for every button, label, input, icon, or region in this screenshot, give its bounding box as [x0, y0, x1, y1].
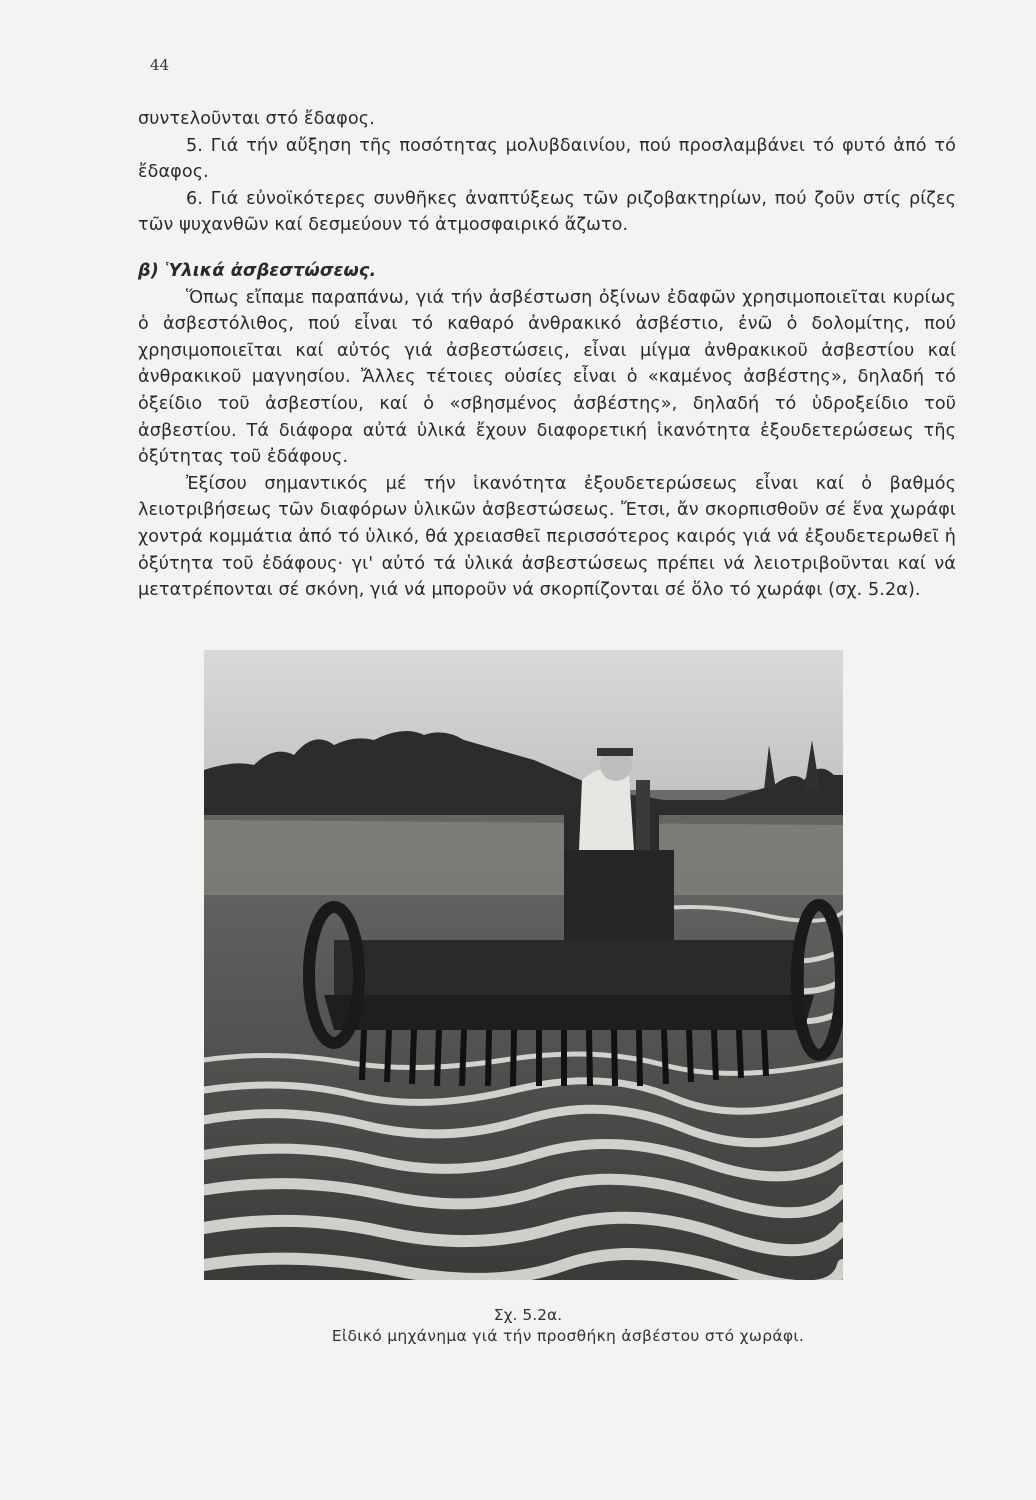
section-b: [138, 258, 956, 604]
list-item-5: 5. Γιά τήν αὔξηση τῆς ποσότητας μολυβδαινίου, πού προσλαμβάνει τό φυτό ἀπό τό ἔδαφος.: [138, 135, 956, 183]
figure-caption: Εἰδικό μηχάνημα γιά τήν προσθήκη ἀσβέστου στό χωράφι.: [331, 1327, 805, 1345]
section-heading: [138, 258, 956, 285]
lime-spreader-photo: [204, 650, 843, 1280]
paragraph-grinding: Ἐξίσου σημαντικός μέ τήν ἱκανότητα ἐξουδετερώσεως εἶναι καί ὁ βαθμός λειοτριβήσεως τῶν διαφόρων ὑλικῶν ἀσβεστώσεως. Ἔτσι, ἄν σκορπισθοῦν σέ ἕνα χωράφι χοντρά κομμάτια ἀπό τό ὑλικό, θά χρειασθεῖ περισσότερος καιρός γιά νά ἐξουδετερωθεῖ ἡ ὀξύτητα τοῦ ἐδάφους· γι' αὐτό τά ὑλικά ἀσβεστώσεως πρέπει νά λειοτριβοῦνται καί νά μετατρέπονται σέ σκόνη, γιά νά μποροῦν νά σκορπίζονται σέ ὅλο τό χωράφι (σχ. 5.2α).: [138, 473, 956, 601]
figure-photo: [204, 650, 843, 1280]
continuation-line: συντελοῦνται στό ἔδαφος.: [138, 109, 375, 129]
paragraph-lime-materials: Ὅπως εἴπαμε παραπάνω, γιά τήν ἀσβέστωση ὀξίνων ἐδαφῶν χρησιμοποιεῖται κυρίως ὁ ἀσβεστόλιθος, πού εἶναι τό καθαρό ἀνθρακικό ἀσβέστιο, ἐνῶ ὁ δολομίτης, πού χρησιμοποιεῖται καί αὐτός γιά ἀσβεστώσεις, εἶναι μίγμα ἀνθρακικοῦ ἀσβεστίου καί ἀνθρακικοῦ μαγνησίου. Ἄλλες τέτοιες οὐσίες εἶναι ὁ «καμένος ἀσβέστης», δηλαδή τό ὀξείδιο τοῦ ἀσβεστίου, καί ὁ «σβησμένος ἀσβέστης», δηλαδή τό ὑδροξείδιο τοῦ ἀσβεστίου. Τά διάφορα αὐτά ὑλικά ἔχουν διαφορετική ἱκανότητα ἐξουδετερώσεως τῆς ὀξύτητας τοῦ ἐδάφους.: [138, 287, 956, 468]
section-heading-text: β) Ὑλικά ἀσβεστώσεως.: [138, 261, 377, 281]
list-item-6: 6. Γιά εὐνοϊκότερες συνθῆκες ἀναπτύξεως τῶν ριζοβακτηρίων, πού ζοῦν στίς ρίζες τῶν ψυχανθῶν καί δεσμεύουν τό ἀτμοσφαιρικό ἄζωτο.: [138, 188, 956, 236]
page-number: 44: [150, 56, 170, 74]
figure-label: Σχ. 5.2α.: [493, 1306, 563, 1324]
intro-text: [138, 106, 956, 239]
